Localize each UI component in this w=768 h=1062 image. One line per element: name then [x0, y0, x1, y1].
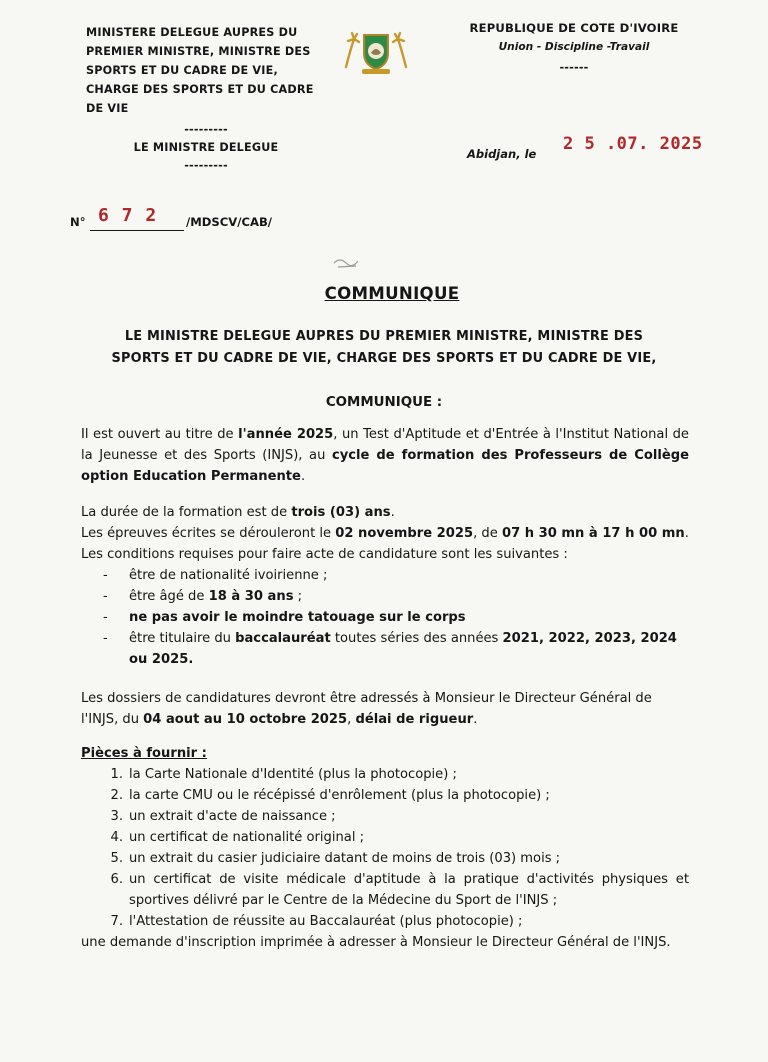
- reference-suffix: /MDSCV/CAB/: [186, 215, 273, 229]
- ink-mark-icon: [330, 255, 364, 271]
- section-heading: COMMUNIQUE :: [325, 395, 443, 410]
- conditions-intro: Les conditions requises pour faire acte de candidature sont les suivantes :: [81, 547, 568, 562]
- closing-paragraph: une demande d'inscription imprimée à adresser à Monsieur le Directeur Général de l'INJS.: [81, 935, 671, 950]
- list-item: - être âgé de 18 à 30 ans ;: [103, 589, 303, 604]
- dossiers-paragraph: Les dossiers de candidatures devront être adressés à Monsieur le Directeur Général de l'INJS, du 04 aout au 10 octobre 2025, délai de rigueur.: [81, 691, 652, 727]
- document-date: 2 5 .07. 2025: [563, 134, 703, 154]
- issuer-line: LE MINISTRE DELEGUE AUPRES DU PREMIER MINISTRE, MINISTRE DES: [124, 329, 644, 344]
- list-item: 6. un certificat de visite médicale d'aptitude à la pratique d'activités physiques et sportives délivré par le Centre de la Médecine du Sport de l'INJS ;: [110, 872, 689, 908]
- list-item: 2. la carte CMU ou le récépissé d'enrôlement (plus la photocopie) ;: [110, 788, 550, 803]
- intro-year: l'année 2025: [238, 427, 334, 442]
- list-item: 7. l'Attestation de réussite au Baccalauréat (plus photocopie) ;: [110, 914, 523, 929]
- training-cycle: cycle de formation des Professeurs de Collège option Education Permanente: [81, 448, 689, 484]
- list-item: - ne pas avoir le moindre tatouage sur le corps: [103, 610, 466, 625]
- header-separator: ---------: [184, 159, 228, 172]
- list-item: 4. un certificat de nationalité original ;: [110, 830, 365, 845]
- duration-value: trois (03) ans: [291, 505, 391, 520]
- document-title: COMMUNIQUE: [324, 284, 460, 303]
- pieces-list: [81, 764, 689, 932]
- deadline-note: délai de rigueur: [355, 712, 474, 727]
- country-name: REPUBLIQUE DE COTE D'IVOIRE: [469, 21, 679, 35]
- ministry-header: [86, 23, 326, 118]
- exam-date: 02 novembre 2025: [335, 526, 474, 541]
- list-item: - être titulaire du baccalauréat toutes séries des années 2021, 2022, 2023, 2024 ou 2025.: [103, 631, 677, 667]
- list-item: - être de nationalité ivoirienne ;: [103, 568, 328, 583]
- conditions-list: [81, 565, 689, 670]
- duration-paragraph: La durée de la formation est de trois (03) ans.: [81, 505, 395, 520]
- national-motto: Union - Discipline -Travail: [498, 41, 650, 53]
- minister-title: LE MINISTRE DELEGUE: [133, 141, 279, 154]
- submission-period: 04 aout au 10 octobre 2025: [143, 712, 348, 727]
- exam-hours: 07 h 30 mn à 17 h 00 mn: [501, 526, 685, 541]
- reference-number: 6 7 2: [98, 205, 158, 226]
- date-place-label: Abidjan, le: [467, 147, 537, 161]
- header-separator: ------: [559, 61, 589, 74]
- coat-of-arms-icon: [340, 27, 412, 77]
- pieces-heading: Pièces à fournir :: [81, 746, 207, 761]
- reference-prefix: N°: [70, 215, 86, 229]
- ministry-line: DE VIE: [86, 102, 129, 115]
- ministry-line: PREMIER MINISTRE, MINISTRE DES: [86, 45, 311, 58]
- issuer-statement: [0, 326, 768, 370]
- ministry-line: CHARGE DES SPORTS ET DU CADRE: [86, 83, 314, 96]
- list-item: 5. un extrait du casier judiciaire datant de moins de trois (03) mois ;: [110, 851, 561, 866]
- communique-body: [81, 424, 689, 953]
- ministry-line: SPORTS ET DU CADRE DE VIE,: [86, 64, 278, 77]
- issuer-line: SPORTS ET DU CADRE DE VIE, CHARGE DES SPORTS ET DU CADRE DE VIE,: [111, 351, 657, 366]
- ministry-line: MINISTERE DELEGUE AUPRES DU: [86, 26, 298, 39]
- intro-paragraph: Il est ouvert au titre de l'année 2025, un Test d'Aptitude et d'Entrée à l'Institut National de la Jeunesse et des Sports (INJS), au cycle de formation des Professeurs de Collège option Education Permanente.: [81, 427, 689, 484]
- list-item: 1. la Carte Nationale d'Identité (plus la photocopie) ;: [110, 767, 457, 782]
- header-separator: ---------: [184, 123, 228, 136]
- list-item: 3. un extrait d'acte de naissance ;: [110, 809, 336, 824]
- exams-paragraph: Les épreuves écrites se dérouleront le 02 novembre 2025, de 07 h 30 mn à 17 h 00 mn.: [81, 526, 689, 541]
